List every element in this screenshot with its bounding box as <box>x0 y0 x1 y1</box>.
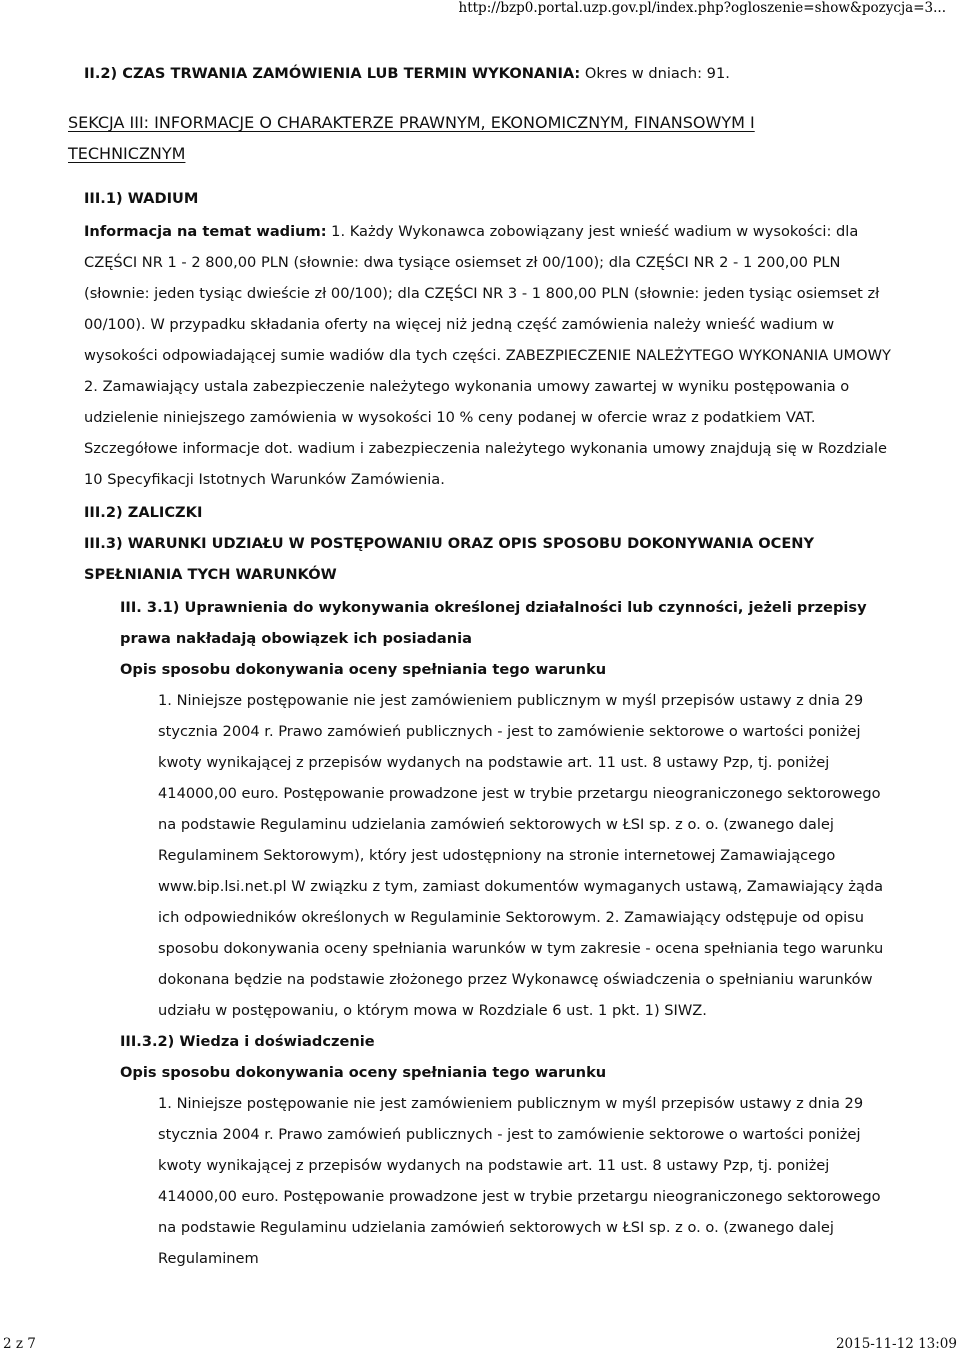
section-iii-title: SEKCJA III: INFORMACJE O CHARAKTERZE PRAWNYM, EKONOMICZNYM, FINANSOWYM I TECHNICZNYM <box>68 113 755 163</box>
section-iii1-heading: III.1) WADIUM <box>84 190 199 207</box>
wadium-info-label: Informacja na temat wadium: <box>84 223 327 240</box>
section-iii32-opis-label: Opis sposobu dokonywania oceny spełniania tego warunku <box>120 1064 607 1081</box>
section-iii3-heading: III.3) WARUNKI UDZIAŁU W POSTĘPOWANIU ORAZ OPIS SPOSOBU DOKONYWANIA OCENY SPEŁNIANIA TYCH WARUNKÓW <box>84 535 815 583</box>
print-timestamp: 2015-11-12 13:09 <box>835 1336 957 1352</box>
section-iii31-opis <box>120 654 880 685</box>
section-iii3 <box>84 528 906 590</box>
section-iii31 <box>120 592 880 654</box>
page-number: 2 z 7 <box>3 1336 36 1352</box>
section-iii31-opis-text: 1. Niniejsze postępowanie nie jest zamówieniem publicznym w myśl przepisów ustawy z dnia 29 stycznia 2004 r. Prawo zamówień publicznych - jest to zamówienie sektorowe o wartości poniżej kwoty wynikającej z przepisów wydanych na podstawie art. 11 ust. 8 ustawy Pzp, tj. poniżej 414000,00 euro. Postępowanie prowadzone jest w trybie przetargu nieograniczonego sektorowego na podstawie Regulaminu udzielania zamówień sektorowych w ŁSI sp. z o. o. (zwanego dalej Regulaminem Sektorowym), który jest udostępniony na stronie internetowej Zamawiającego www.bip.lsi.net.pl W związku z tym, zamiast dokumentów wymaganych ustawą, Zamawiający żąda ich odpowiedników określonych w Regulaminie Sektorowym. 2. Zamawiający odstępuje od opisu sposobu dokonywania oceny spełniania warunków w tym zakresie - ocena spełniania tego warunku dokonana będzie na podstawie złożonego przez Wykonawcę oświadczenia o spełnianiu warunków udziału w postępowaniu, o którym mowa w Rozdziale 6 ust. 1 pkt. 1) SIWZ. <box>158 692 884 1019</box>
section-iii2-heading: III.2) ZALICZKI <box>84 504 203 521</box>
document-body <box>0 58 960 1274</box>
section-ii2 <box>84 58 906 89</box>
section-ii2-label: II.2) CZAS TRWANIA ZAMÓWIENIA LUB TERMIN WYKONANIA: <box>84 65 581 82</box>
section-iii32-heading: III.3.2) Wiedza i doświadczenie <box>120 1033 375 1050</box>
section-iii31-opis-label: Opis sposobu dokonywania oceny spełniania tego warunku <box>120 661 607 678</box>
section-ii2-text: Okres w dniach: 91. <box>580 65 730 82</box>
section-iii32-opis <box>120 1057 880 1088</box>
page-url: http://bzp0.portal.uzp.gov.pl/index.php?ogloszenie=show&pozycja=3... <box>458 0 946 16</box>
section-iii32-opis-text: 1. Niniejsze postępowanie nie jest zamówieniem publicznym w myśl przepisów ustawy z dnia 29 stycznia 2004 r. Prawo zamówień publicznych - jest to zamówienie sektorowe o wartości poniżej kwoty wynikającej z przepisów wydanych na podstawie art. 11 ust. 8 ustawy Pzp, tj. poniżej 414000,00 euro. Postępowanie prowadzone jest w trybie przetargu nieograniczonego sektorowego na podstawie Regulaminu udzielania zamówień sektorowych w ŁSI sp. z o. o. (zwanego dalej Regulaminem <box>158 1095 881 1267</box>
section-iii31-heading: III. 3.1) Uprawnienia do wykonywania określonej działalności lub czynności, jeżeli przepisy prawa nakładają obowiązek ich posiadania <box>120 599 867 647</box>
wadium-info-text: 1. Każdy Wykonawca zobowiązany jest wnieść wadium w wysokości: dla CZĘŚCI NR 1 - 2 800,00 PLN (słownie: dwa tysiące osiemset zł 00/100); dla CZĘŚCI NR 2 - 1 200,00 PLN (słownie: jeden tysiąc dwieście zł 00/100); dla CZĘŚCI NR 3 - 1 800,00 PLN (słownie: jeden tysiąc osiemset zł 00/100). W przypadku składania oferty na więcej niż jedną część zamówienia należy wnieść wadium w wysokości odpowiadającej sumie wadiów dla tych części. ZABEZPIECZENIE NALEŻYTEGO WYKONANIA UMOWY 2. Zamawiający ustala zabezpieczenie należytego wykonania umowy zawartej w wyniku postępowania o udzielenie niniejszego zamówienia w wysokości 10 % ceny podanej w ofercie wraz z podatkiem VAT. Szczegółowe informacje dot. wadium i zabezpieczenia należytego wykonania umowy znajdują się w Rozdziale 10 Specyfikacji Istotnych Warunków Zamówienia. <box>84 223 891 488</box>
section-iii32 <box>120 1026 880 1057</box>
section-iii2 <box>84 497 906 528</box>
section-iii1 <box>84 183 906 495</box>
